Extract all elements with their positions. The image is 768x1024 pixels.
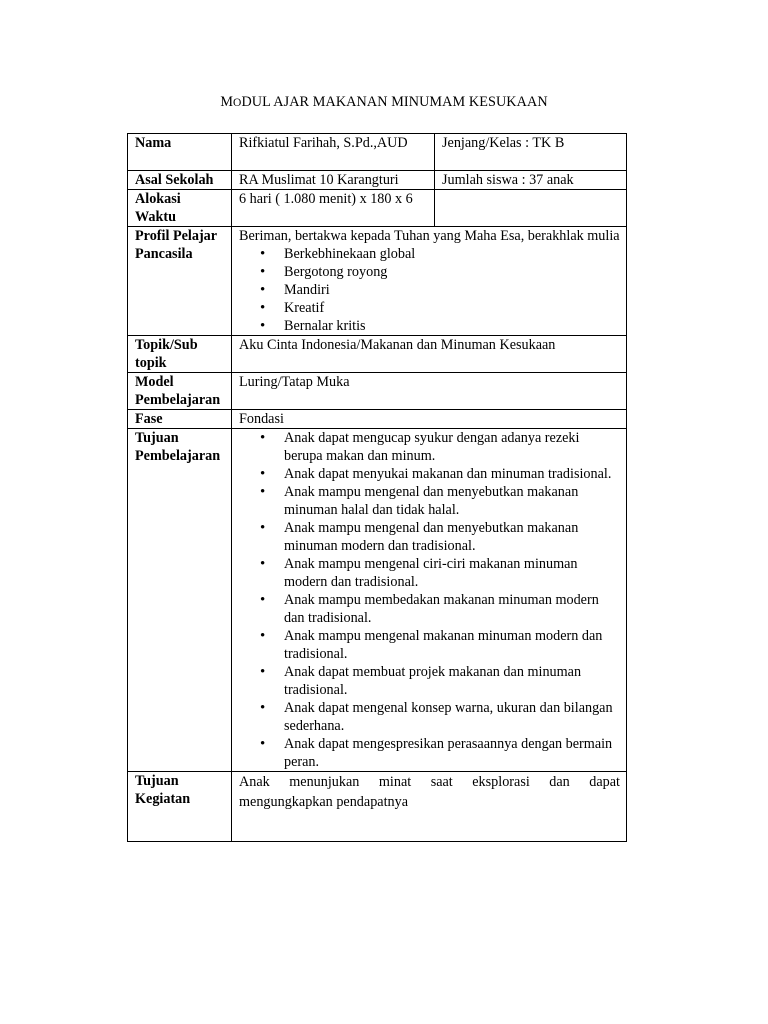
value-tujuan-pembelajaran (232, 429, 627, 772)
module-table (127, 133, 627, 842)
value-jumlah-siswa: Jumlah siswa : 37 anak (435, 171, 627, 190)
value-tujuan-kegiatan: Anak menunjukan minat saat eksplorasi dan dapat mengungkapkan pendapatnya (232, 772, 627, 842)
list-item: • Bergotong royong (284, 263, 620, 281)
row-nama (128, 134, 627, 171)
label-topik: Topik/Sub topik (128, 336, 232, 373)
list-item: • Anak dapat mengespresikan perasaannya dengan bermain peran. (284, 735, 620, 771)
row-tujuan-kegiatan (128, 772, 627, 842)
list-item: • Anak dapat membuat projek makanan dan minuman tradisional. (284, 663, 620, 699)
list-item: • Bernalar kritis (284, 317, 620, 335)
label-tujuan-kegiatan: Tujuan Kegiatan (128, 772, 232, 842)
list-item: • Anak mampu mengenal makanan minuman modern dan tradisional. (284, 627, 620, 663)
label-alokasi-waktu: Alokasi Waktu (128, 190, 232, 227)
value-model: Luring/Tatap Muka (232, 373, 627, 410)
value-asal-sekolah: RA Muslimat 10 Karangturi (232, 171, 435, 190)
row-asal-sekolah (128, 171, 627, 190)
tujuan-list (239, 429, 620, 771)
list-item: • Anak dapat menyukai makanan dan minuman tradisional. (284, 465, 620, 483)
document-title (0, 94, 768, 111)
row-topik (128, 336, 627, 373)
value-fase: Fondasi (232, 410, 627, 429)
row-tujuan-pembelajaran (128, 429, 627, 772)
title-first-letter: M (220, 94, 234, 110)
list-item: • Kreatif (284, 299, 620, 317)
list-item: • Anak mampu mengenal dan menyebutkan makanan minuman modern dan tradisional. (284, 519, 620, 555)
row-alokasi-waktu (128, 190, 627, 227)
row-fase (128, 410, 627, 429)
value-topik: Aku Cinta Indonesia/Makanan dan Minuman Kesukaan (232, 336, 627, 373)
list-item: • Mandiri (284, 281, 620, 299)
profil-list (239, 245, 620, 335)
list-item: • Anak mampu mengenal ciri-ciri makanan minuman modern dan tradisional. (284, 555, 620, 591)
label-nama: Nama (128, 134, 232, 171)
value-jenjang-kelas: Jenjang/Kelas : TK B (435, 134, 627, 171)
value-alokasi-waktu: 6 hari ( 1.080 menit) x 180 x 6 (232, 190, 435, 227)
row-model (128, 373, 627, 410)
label-profil-pelajar: Profil Pelajar Pancasila (128, 227, 232, 336)
label-model: Model Pembelajaran (128, 373, 232, 410)
value-nama: Rifkiatul Farihah, S.Pd.,AUD (232, 134, 435, 171)
list-item: • Anak mampu mengenal dan menyebutkan makanan minuman halal dan tidak halal. (284, 483, 620, 519)
list-item: • Anak mampu membedakan makanan minuman modern dan tradisional. (284, 591, 620, 627)
label-fase: Fase (128, 410, 232, 429)
label-asal-sekolah: Asal Sekolah (128, 171, 232, 190)
title-rest: DUL AJAR MAKANAN MINUMAM KESUKAAN (241, 94, 548, 110)
value-alokasi-extra (435, 190, 627, 227)
profil-intro: Beriman, bertakwa kepada Tuhan yang Maha Esa, berakhlak mulia (239, 228, 620, 244)
label-tujuan-pembelajaran: Tujuan Pembelajaran (128, 429, 232, 772)
value-profil-pelajar (232, 227, 627, 336)
title-small-letter: O (233, 97, 242, 109)
list-item: • Anak dapat mengucap syukur dengan adanya rezeki berupa makan dan minum. (284, 429, 620, 465)
list-item: • Berkebhinekaan global (284, 245, 620, 263)
row-profil-pelajar (128, 227, 627, 336)
list-item: • Anak dapat mengenal konsep warna, ukuran dan bilangan sederhana. (284, 699, 620, 735)
